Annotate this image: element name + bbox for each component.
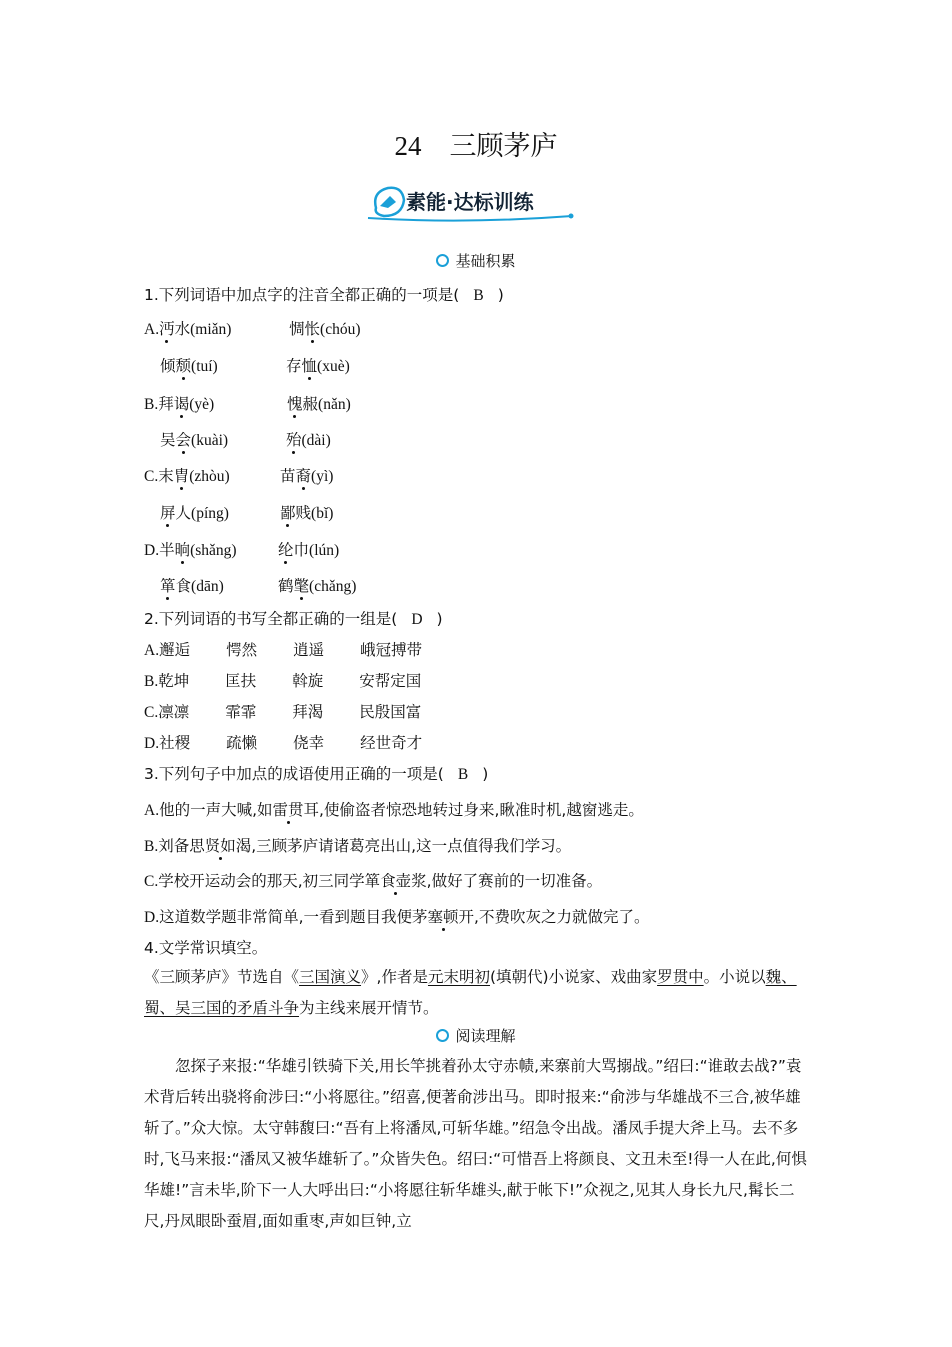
section-banner [366,178,576,222]
q4-body: 《三顾茅庐》节选自《三国演义》,作者是元末明初(填朝代)小说家、戏曲家罗贯中。小说以魏、蜀、吴三国的矛盾斗争为主线来展开情节。 [144,968,797,1017]
banner-label: 素能·达标训练 [406,190,534,214]
q2-option-b: B.乾坤 匡扶 斡旋 安帮定国 [144,672,422,690]
q2-answer: D [411,611,423,628]
q1-answer: B [473,287,484,304]
q3-option-d: D.这道数学题非常简单,一看到题目我便茅塞顿开,不费吹灰之力就做完了。 [144,908,650,926]
q4-stem: 4.文学常识填空。 [144,939,268,957]
q1-option-a-cont: 倾颓(tuí) 存恤(xuè) [160,357,350,375]
page-title [0,124,952,163]
q3-stem: 3.下列句子中加点的成语使用正确的一项是( B ) [144,765,489,783]
q1-option-b-cont: 吴会(kuài) 殆(dài) [160,431,331,449]
q4-answer-1: 三国演义 [299,968,362,986]
q3-option-c: C.学校开运动会的那天,初三同学箪食壶浆,做好了赛前的一切准备。 [144,872,603,890]
circle-bullet-icon [436,254,449,267]
q4-answer-3: 罗贯中 [657,968,704,986]
q2-option-a: A.邂逅 愕然 逍遥 峨冠搏带 [144,641,423,659]
q1-stem: 1.下列词语中加点字的注音全都正确的一项是( B ) [144,286,504,304]
lesson-number: 24 [394,131,422,161]
section-basic: 基础积累 [0,250,952,271]
q1-option-a: A.沔水(miǎn) 惆怅(chóu) [144,320,361,338]
q2-option-d: D.社稷 疏懒 侥幸 经世奇才 [144,734,423,752]
q4-answer-4: 魏、蜀、吴三国的矛盾斗争 [144,968,797,1017]
circle-bullet-icon [436,1029,449,1042]
q1-option-d: D.半晌(shǎng) 纶巾(lún) [144,541,340,559]
q3-option-b: B.刘备思贤如渴,三顾茅庐请诸葛亮出山,这一点值得我们学习。 [144,837,572,855]
q1-option-c-cont: 屏人(píng) 鄙贱(bǐ) [160,504,334,522]
lesson-title: 三顾茅庐 [449,131,558,162]
q4-answer-2: 元末明初 [427,968,490,986]
reading-passage: 忽探子来报:“华雄引铁骑下关,用长竿挑着孙太守赤帻,来寨前大骂搦战。”绍曰:“谁敢去战?”袁术背后转出骁将俞涉曰:“小将愿往。”绍喜,便著俞涉出马。即时报来:“俞涉与华雄战不三合,被华雄斩了。”众大惊。太守韩馥曰:“吾有上将潘凤,可斩华雄。”绍急令出战。潘凤手提大斧上马。去不多时,飞马来报:“潘凤又被华雄斩了。”众皆失色。绍曰:“可惜吾上将颜良、文丑未至!得一人在此,何惧华雄!”言未毕,阶下一人大呼出曰:“小将愿往斩华雄头,献于帐下!”众视之,见其人身长九尺,髯长二尺,丹凤眼卧蚕眉,面如重枣,声如巨钟,立 [144,1057,807,1230]
q1-option-d-cont: 箪食(dān) 鹤氅(chǎng) [160,577,357,595]
q3-answer: B [457,766,469,783]
q1-option-c: C.末胄(zhòu) 苗裔(yì) [144,467,334,485]
q3-option-a: A.他的一声大喊,如雷贯耳,使偷盗者惊恐地转过身来,瞅准时机,越窗逃走。 [144,801,644,819]
section-reading: 阅读理解 [0,1025,952,1046]
q2-option-c: C.凛凛 霏霏 拜渴 民殷国富 [144,703,422,721]
q2-stem: 2.下列词语的书写全都正确的一组是( D ) [144,610,443,628]
q1-option-b: B.拜谒(yè) 愧赧(nǎn) [144,395,351,413]
